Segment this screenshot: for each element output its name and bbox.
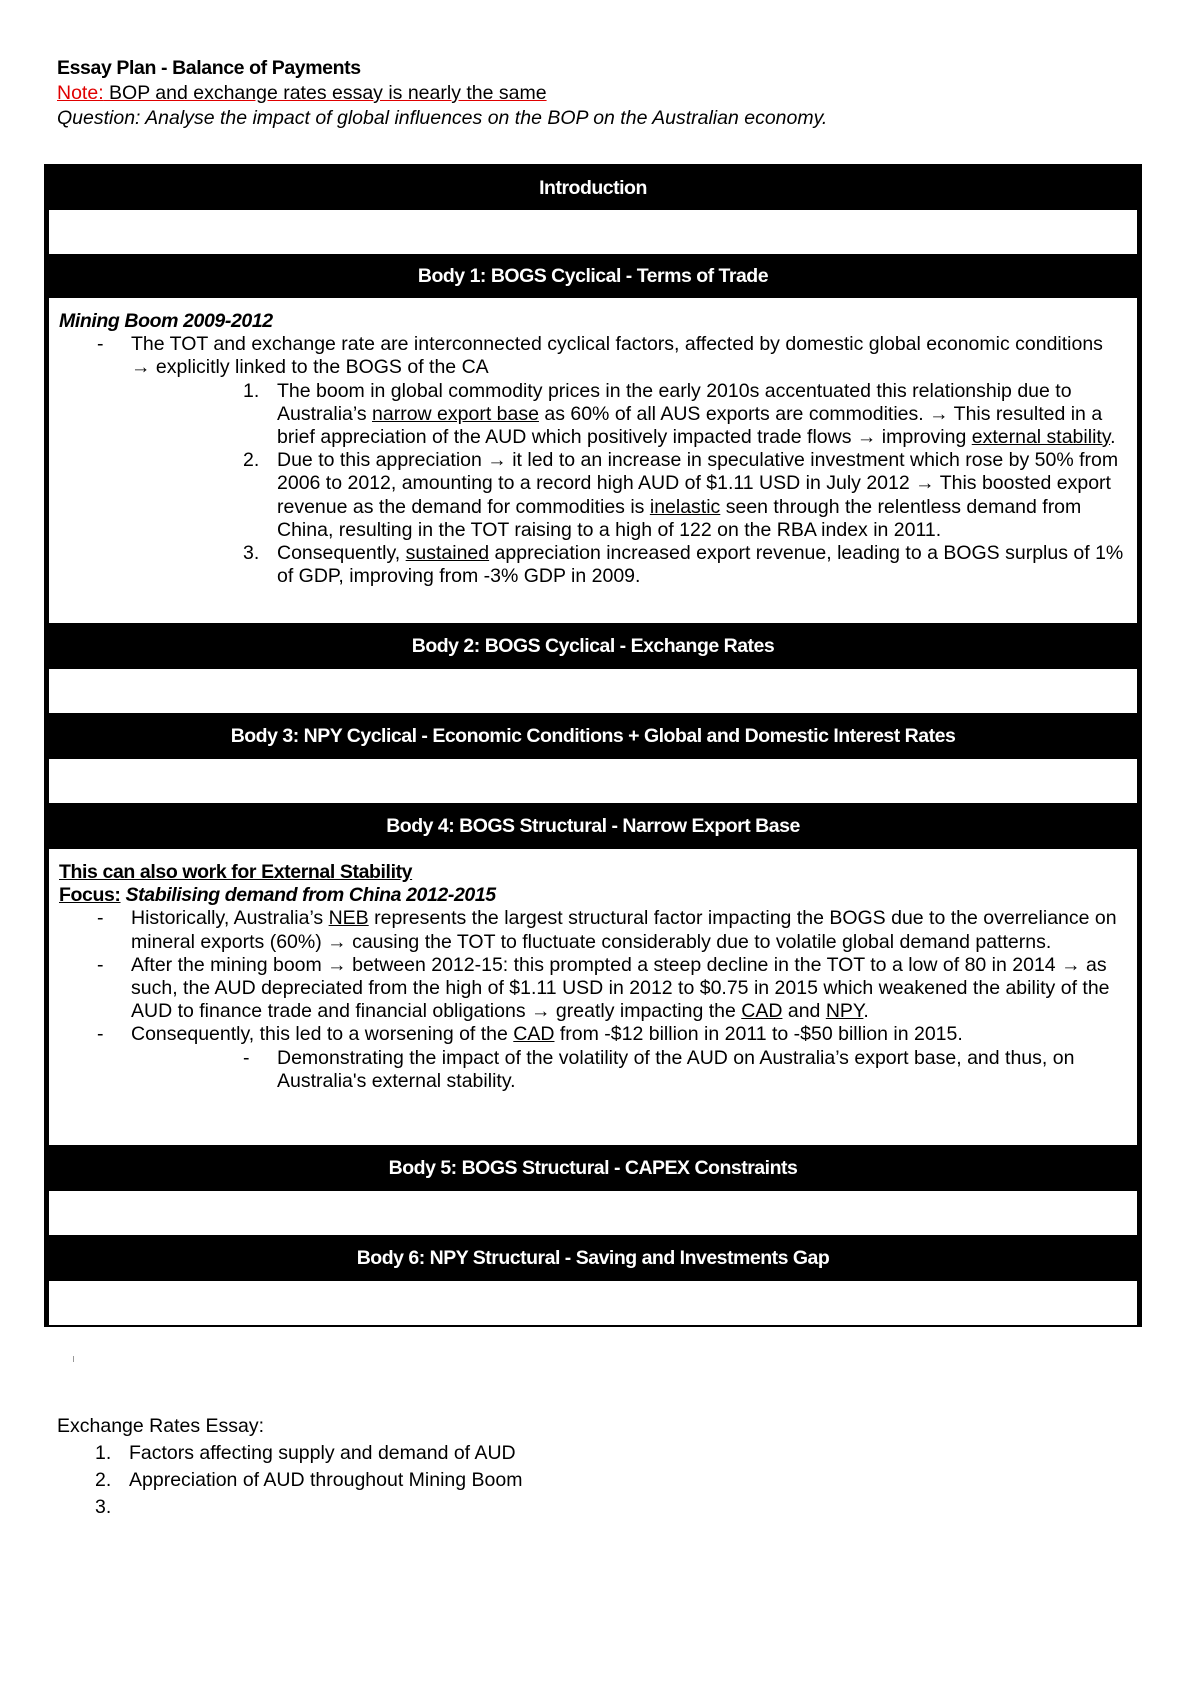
body2-heading: Body 2: BOGS Cyclical - Exchange Rates <box>46 623 1140 669</box>
list-item: - Demonstrating the impact of the volatility of the AUD on Australia’s export base, and thus, on Australia's external stability. <box>131 1047 1127 1093</box>
note-label: Note: <box>57 82 104 104</box>
note-line <box>57 81 827 106</box>
body1-point1: The TOT and exchange rate are interconnected cyclical factors, affected by domestic global economic conditions → explicitly linked to the BOGS of the CA <box>131 333 1103 379</box>
question-line: Question: Analyse the impact of global influences on the BOP on the Australian economy. <box>57 107 828 129</box>
exchange-rates-list <box>57 1440 522 1521</box>
intro-cell <box>46 210 1140 254</box>
list-item: 2. Appreciation of AUD throughout Mining Boom <box>95 1469 523 1491</box>
body4-list <box>59 907 1127 1093</box>
body3-heading: Body 3: NPY Cyclical - Economic Conditions + Global and Domestic Interest Rates <box>46 713 1140 759</box>
body5-cell <box>46 1191 1140 1235</box>
list-item <box>59 333 1127 588</box>
list-item: 3. Consequently, sustained appreciation increased export revenue, leading to a BOGS surplus of 1% of GDP, improving from -3% GDP in 2009. <box>243 542 1124 588</box>
list-item: - Historically, Australia’s NEB represents the largest structural factor impacting the BOGS due to the overreliance on mineral exports (60%) → causing the TOT to fluctuate considerably due to volatile global demand patterns. <box>59 907 1127 953</box>
essay-plan-table <box>44 164 1142 1327</box>
stray-mark <box>73 1356 74 1362</box>
body1-list <box>59 333 1127 588</box>
body1-heading: Body 1: BOGS Cyclical - Terms of Trade <box>46 254 1140 298</box>
body2-cell <box>46 669 1140 713</box>
list-item: 2. Due to this appreciation → it led to an increase in speculative investment which rose by 50% from 2006 to 2012, amounting to a record high AUD of $1.11 USD in July 2012 → This boosted export revenue as the demand for commodities is inelastic seen through the relentless demand from China, resulting in the TOT raising to a high of 122 on the RBA index in 2011. <box>243 449 1119 541</box>
body4-heading: Body 4: BOGS Structural - Narrow Export Base <box>46 803 1140 849</box>
body1-sublist <box>131 380 1127 589</box>
body6-cell <box>46 1281 1140 1325</box>
list-item: 1. The boom in global commodity prices in the early 2010s accentuated this relationship due to Australia’s narrow export base as 60% of all AUS exports are commodities. → This resulted in a brief appreciation of the AUD which positively impacted trade flows → improving external stability. <box>243 379 1116 449</box>
list-item: 1. Factors affecting supply and demand of AUD <box>95 1442 516 1464</box>
body4-cell <box>46 849 1140 1145</box>
body1-subheading: Mining Boom 2009-2012 <box>59 310 273 332</box>
body5-heading: Body 5: BOGS Structural - CAPEX Constraints <box>46 1145 1140 1191</box>
exchange-rates-section <box>57 1413 522 1521</box>
body1-cell <box>46 298 1140 623</box>
list-item: 3. <box>95 1496 112 1518</box>
exchange-rates-title: Exchange Rates Essay: <box>57 1415 265 1437</box>
list-item: - After the mining boom → between 2012-15: this prompted a steep decline in the TOT to a low of 80 in 2014 → as such, the AUD depreciated from the high of $1.11 USD in 2012 to $0.75 in 2015 which weakened the ability of the AUD to finance trade and financial obligations → greatly impacting the CAD and NPY. <box>59 954 1127 1024</box>
page-title: Essay Plan - Balance of Payments <box>57 57 361 79</box>
body4-focus: Focus: Stabilising demand from China 2012-2015 <box>59 884 496 907</box>
intro-heading: Introduction <box>46 166 1140 210</box>
document-header <box>57 56 827 131</box>
note-text: BOP and exchange rates essay is nearly the same <box>103 82 547 104</box>
body6-heading: Body 6: NPY Structural - Saving and Investments Gap <box>46 1235 1140 1281</box>
body3-cell <box>46 759 1140 803</box>
body4-sublist <box>131 1047 1127 1093</box>
list-item: - Consequently, this led to a worsening of the CAD from -$12 billion in 2011 to -$50 billion in 2015. - Demonstrating the impact of the volatility of the AUD on Australia’s export base, and thus, on Australia's external stability. <box>59 1023 1127 1093</box>
body4-line1: This can also work for External Stability <box>59 861 413 883</box>
